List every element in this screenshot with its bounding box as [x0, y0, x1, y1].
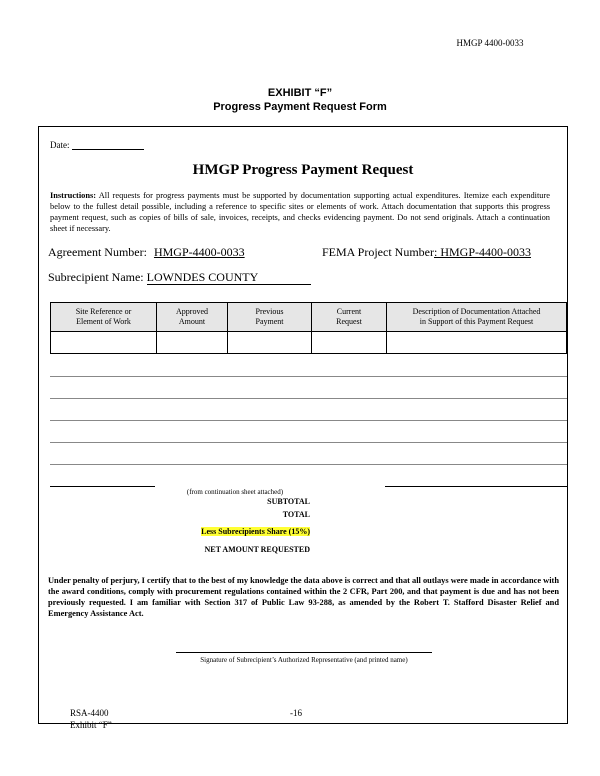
entry-row-line[interactable]	[50, 398, 567, 399]
fema-project-number	[322, 245, 531, 260]
instructions-text: All requests for progress payments must be supported by documentation supporting actual expenditures. Itemize each expenditure below to the fullest detail possible, including a reference to specific sites or elements of work. Attach documentation that supports this progress payment request, such as copies of bills of sale, invoices, receipts, and checks evidencing payment. Do not send originals. Attach a continuation sheet if necessary.	[50, 191, 550, 233]
total-label: TOTAL	[282, 510, 310, 519]
subrecipient-label: Subrecipient Name:	[48, 270, 144, 284]
payment-table	[50, 302, 567, 354]
table-header-row	[51, 303, 567, 332]
col-previous-payment: Previous Payment	[228, 303, 312, 332]
col-site-reference: Site Reference or Element of Work	[51, 303, 157, 332]
subrecipient-name	[48, 270, 311, 285]
agreement-value: HMGP-4400-0033	[153, 245, 245, 259]
signature-line[interactable]	[176, 652, 432, 653]
exhibit-heading	[0, 86, 600, 114]
subtotal-label: SUBTOTAL	[267, 497, 310, 506]
cell-current[interactable]	[312, 332, 387, 354]
table-row[interactable]	[51, 332, 567, 354]
certification-statement: Under penalty of perjury, I certify that to the best of my knowledge the data above is correct and that all outlays were made in accordance with the award conditions, comply with procurement regulations contained within the 2 CFR, Part 200, and that payment is due and has not been previously requested. I am familiar with Section 317 of Public Law 93-288, as amended by the Robert T. Stafford Disaster Relief and Emergency Assistance Act.	[48, 576, 559, 618]
cell-description[interactable]	[387, 332, 567, 354]
exhibit-subtitle: Progress Payment Request Form	[213, 101, 387, 113]
net-amount-label: NET AMOUNT REQUESTED	[204, 545, 310, 554]
instructions-label: Instructions:	[50, 191, 97, 200]
date-field[interactable]	[50, 140, 144, 150]
footer-code: RSA-4400	[70, 708, 109, 718]
entry-row-line[interactable]	[50, 486, 155, 487]
signature-label: Signature of Subrecipient’s Authorized Representative (and printed name)	[200, 656, 408, 664]
entry-row-line[interactable]	[385, 486, 567, 487]
entry-row-line[interactable]	[50, 376, 567, 377]
document-id: HMGP 4400-0033	[456, 38, 524, 48]
entry-row-line[interactable]	[50, 442, 567, 443]
cell-site[interactable]	[51, 332, 157, 354]
continuation-note: (from continuation sheet attached)	[186, 488, 284, 496]
entry-row-line[interactable]	[50, 420, 567, 421]
agreement-label: Agreement Number:	[48, 245, 147, 259]
instructions	[50, 190, 550, 234]
exhibit-title: EXHIBIT “F”	[267, 87, 333, 99]
fema-label: FEMA Project Number	[322, 245, 434, 259]
entry-row-line[interactable]	[50, 464, 567, 465]
page-number: -16	[290, 708, 302, 718]
agreement-number	[48, 245, 245, 260]
col-approved-amount: Approved Amount	[157, 303, 228, 332]
footer-exhibit: Exhibit “F”	[70, 720, 112, 730]
col-current-request: Current Request	[312, 303, 387, 332]
date-input-line[interactable]	[72, 141, 144, 150]
share-label: Less Subrecipients Share (15%)	[201, 527, 310, 536]
cell-previous[interactable]	[228, 332, 312, 354]
subrecipient-value: LOWNDES COUNTY	[147, 271, 311, 285]
form-title: HMGP Progress Payment Request	[192, 162, 414, 178]
col-description: Description of Documentation Attached in Support of this Payment Request	[387, 303, 567, 332]
fema-value: : HMGP-4400-0033	[434, 245, 532, 259]
cell-approved[interactable]	[157, 332, 228, 354]
date-label: Date:	[50, 140, 70, 150]
